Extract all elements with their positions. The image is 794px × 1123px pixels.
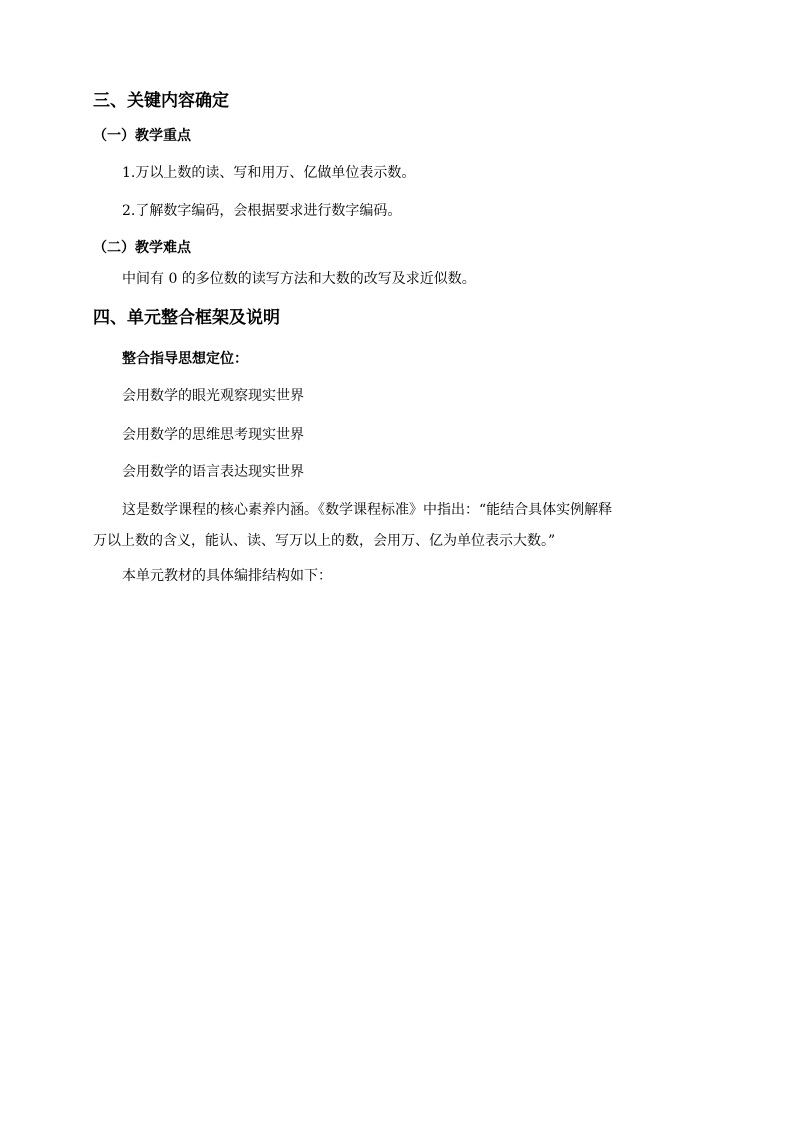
paragraph-1-line-2: 万以上数的含义，能认、读、写万以上的数，会用万、亿为单位表示大数。” bbox=[93, 533, 556, 549]
section-4-heading: 四、单元整合框架及说明 bbox=[93, 308, 280, 328]
guide-heading: 整合指导思想定位： bbox=[122, 351, 248, 367]
guide-item-3: 会用数学的语言表达现实世界 bbox=[122, 464, 304, 480]
teaching-difficulty-heading: （二）教学难点 bbox=[93, 240, 191, 256]
guide-item-2: 会用数学的思维思考现实世界 bbox=[122, 427, 304, 443]
guide-item-1: 会用数学的眼光观察现实世界 bbox=[122, 388, 304, 404]
teaching-difficulty-text: 中间有 0 的多位数的读写方法和大数的改写及求近似数。 bbox=[122, 271, 476, 287]
teaching-focus-heading: （一）教学重点 bbox=[93, 128, 191, 144]
teaching-focus-item-2: 2.了解数字编码，会根据要求进行数字编码。 bbox=[122, 203, 402, 219]
section-3-heading: 三、关键内容确定 bbox=[93, 91, 229, 111]
paragraph-2: 本单元教材的具体编排结构如下： bbox=[122, 568, 332, 584]
paragraph-1-line-1: 这是数学课程的核心素养内涵。《数学课程标准》中指出：“能结合具体实例解释 bbox=[122, 502, 613, 518]
teaching-focus-item-1: 1.万以上数的读、写和用万、亿做单位表示数。 bbox=[122, 165, 416, 181]
